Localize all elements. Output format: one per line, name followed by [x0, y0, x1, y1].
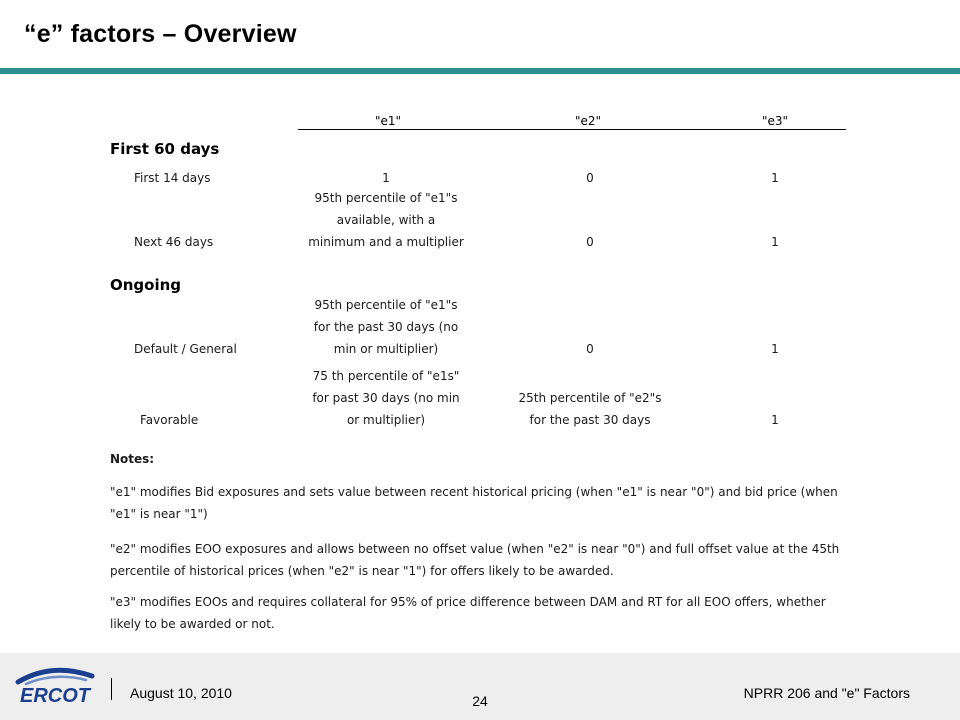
column-header-e1: "e1" — [374, 114, 402, 128]
header-underline — [298, 129, 846, 130]
cell-e2: 0 — [586, 342, 594, 356]
cell-e1: 95th percentile of "e1"s for the past 30 days (no min or multiplier) — [313, 298, 459, 356]
cell-e1: 1 — [382, 171, 390, 185]
row-label-favorable: Favorable — [140, 413, 199, 427]
column-header-e2: "e2" — [574, 114, 602, 128]
cell-e3: 1 — [771, 413, 779, 427]
section-ongoing: Ongoing — [110, 276, 182, 294]
cell-e2: 0 — [586, 235, 594, 249]
slide-title: “e” factors – Overview — [24, 20, 297, 48]
page-number: 24 — [472, 693, 488, 709]
cell-e1: 75 th percentile of "e1s" for past 30 days (no min or multiplier) — [312, 369, 460, 427]
note-e1: "e1" modifies Bid exposures and sets value between recent historical pricing (when "e1" is near "0") and bid price (when "e1" is near "1") — [110, 485, 838, 521]
footer-doc-title: NPRR 206 and "e" Factors — [743, 685, 910, 701]
title-divider — [0, 68, 960, 74]
row-label-next-46-days: Next 46 days — [134, 235, 214, 249]
svg-text:ERCOT: ERCOT — [20, 685, 90, 706]
cell-e3: 1 — [771, 171, 779, 185]
cell-e3: 1 — [771, 235, 779, 249]
cell-e3: 1 — [771, 342, 779, 356]
footer-date: August 10, 2010 — [130, 685, 232, 701]
cell-e2: 0 — [586, 171, 594, 185]
row-label-first-14-days: First 14 days — [134, 171, 211, 185]
note-e2: "e2" modifies EOO exposures and allows between no offset value (when "e2" is near "0") and full offset value at the 45th percentile of historical prices (when "e2" is near "1") for offers likely to be awarded. — [110, 542, 840, 578]
section-first-60-days: First 60 days — [110, 140, 220, 158]
cell-e2: 25th percentile of "e2"s for the past 30 days — [518, 391, 662, 427]
notes-heading: Notes: — [110, 452, 155, 466]
column-header-e3: "e3" — [761, 114, 789, 128]
row-label-default-general: Default / General — [134, 342, 237, 356]
note-e3: "e3" modifies EOOs and requires collateral for 95% of price difference between DAM and RT for all EOO offers, whether likely to be awarded or not. — [110, 595, 826, 631]
cell-e1: 95th percentile of "e1"s available, with a minimum and a multiplier — [308, 191, 464, 249]
